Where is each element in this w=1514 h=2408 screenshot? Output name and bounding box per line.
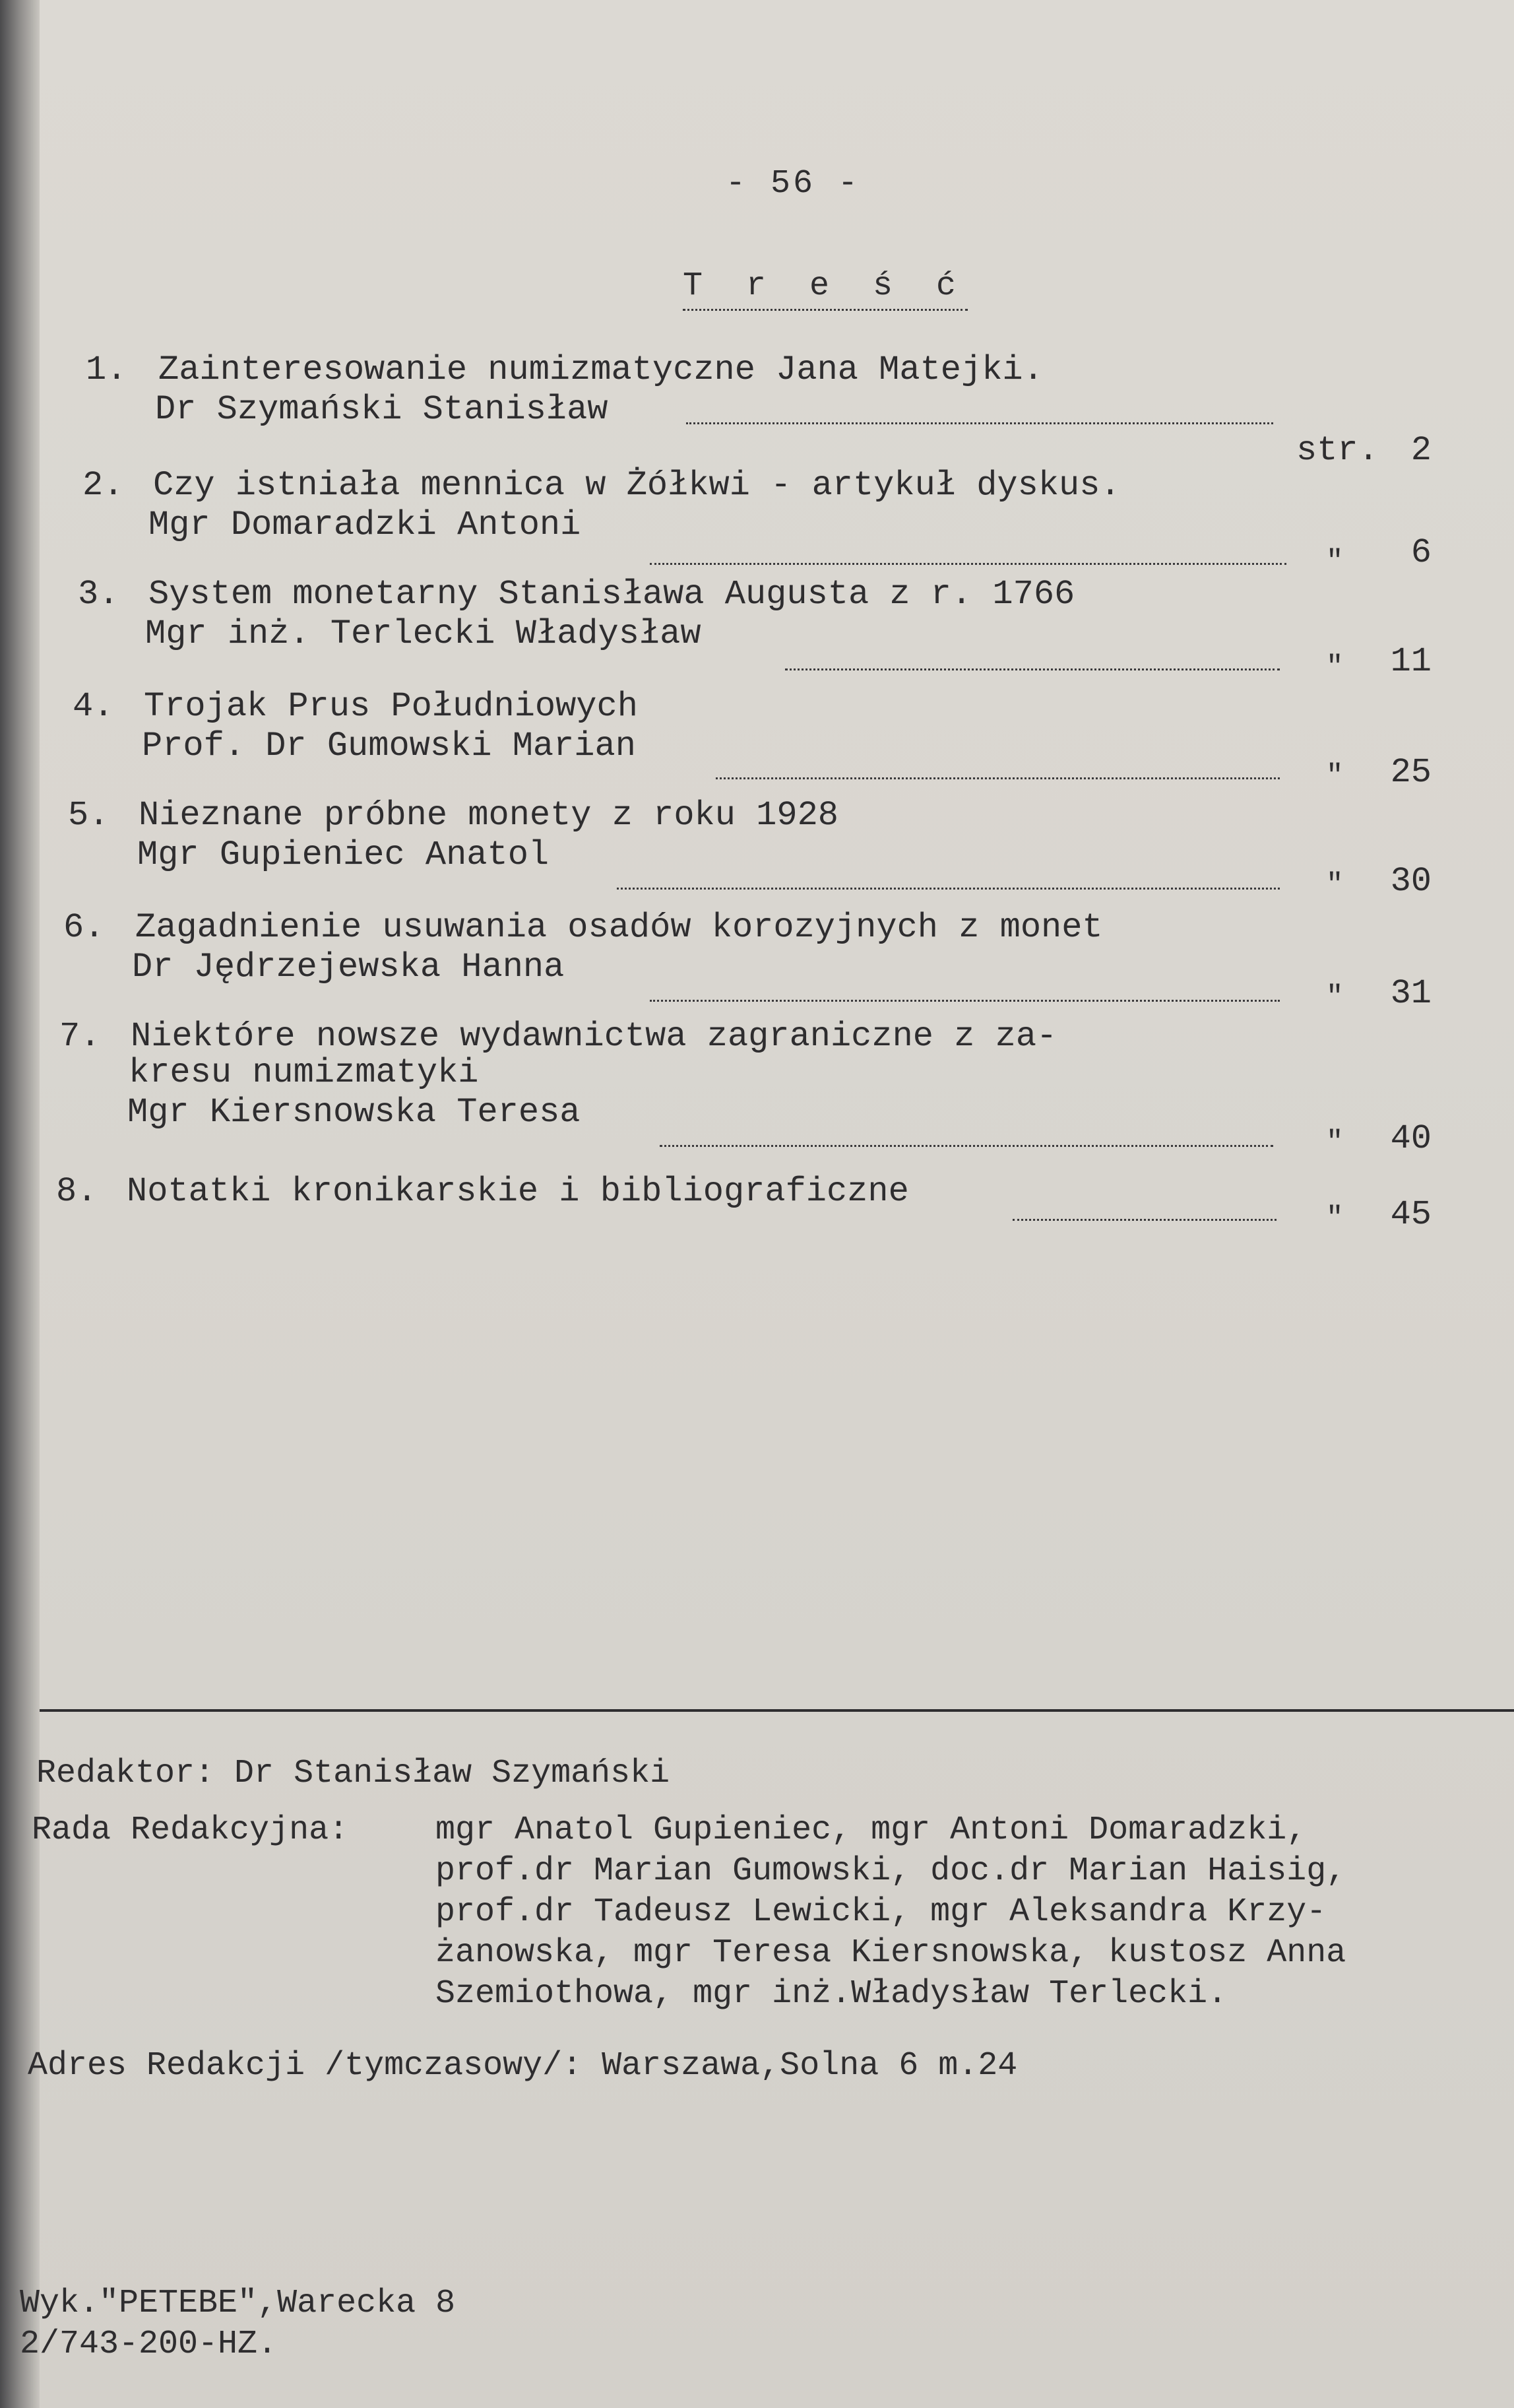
toc-entry-page: 45	[1390, 1195, 1432, 1234]
leader-dots	[617, 888, 1280, 890]
toc-entry-title: Notatki kronikarskie i bibliograficzne	[127, 1172, 909, 1211]
toc-entry-title: Nieznane próbne monety z roku 1928	[139, 796, 838, 835]
toc-entry-page: 40	[1390, 1119, 1432, 1158]
leader-dots	[785, 668, 1280, 670]
toc-entry-prefix: "	[1326, 760, 1344, 793]
toc-entry-prefix: "	[1326, 651, 1344, 684]
toc-entry-page: 31	[1390, 974, 1432, 1013]
toc-entry-author: Dr Szymański Stanisław	[155, 390, 608, 429]
toc-entry-author: Mgr inż. Terlecki Władysław	[145, 614, 701, 653]
toc-entry-number: 2.	[82, 466, 124, 505]
board-line: prof.dr Tadeusz Lewicki, mgr Aleksandra Krzy-	[435, 1893, 1327, 1931]
toc-entry-number: 1.	[86, 350, 127, 389]
board-line: mgr Anatol Gupieniec, mgr Antoni Domaradzki,	[435, 1811, 1307, 1849]
toc-entry-title: Zagadnienie usuwania osadów korozyjnych z monet	[135, 908, 1103, 947]
toc-entry-title: Trojak Prus Południowych	[144, 687, 638, 726]
toc-entry-title: Czy istniała mennica w Żółkwi - artykuł dyskus.	[153, 466, 1121, 505]
editorial-board-label: Rada Redakcyjna:	[32, 1811, 349, 1849]
toc-entry-author: Prof. Dr Gumowski Marian	[142, 727, 636, 765]
toc-entry-page: 6	[1410, 533, 1432, 572]
toc-entry-number: 4.	[73, 687, 114, 726]
printer-imprint	[20, 2283, 455, 2365]
toc-entry-number: 5.	[68, 796, 110, 835]
board-line: żanowska, mgr Teresa Kiersnowska, kustosz Anna	[435, 1934, 1346, 1972]
printer-line: 2/743-200-HZ.	[20, 2326, 278, 2363]
toc-entry-number: 7.	[59, 1017, 101, 1056]
toc-entry-prefix: "	[1326, 981, 1344, 1014]
printer-line: Wyk."PETEBE",Warecka 8	[20, 2285, 456, 2322]
toc-entry-author: Mgr Domaradzki Antoni	[148, 505, 581, 544]
toc-entry-page: 25	[1390, 753, 1432, 792]
leader-dots	[660, 1145, 1273, 1147]
toc-entry-number: 6.	[63, 908, 105, 947]
page-number: - 56 -	[726, 165, 861, 203]
toc-title: T r e ś ć	[683, 267, 968, 311]
toc-entry-prefix: "	[1326, 1126, 1344, 1159]
toc-entry-prefix: "	[1326, 868, 1344, 901]
toc-entry-author: Mgr Gupieniec Anatol	[137, 835, 550, 874]
toc-entry-title: System monetarny Stanisława Augusta z r. 1766	[148, 575, 1075, 614]
toc-entry-number: 3.	[78, 575, 119, 614]
board-line: Szemiothowa, mgr inż.Władysław Terlecki.	[435, 1975, 1228, 2013]
toc-entry-prefix: "	[1326, 1202, 1344, 1235]
leader-dots	[1013, 1219, 1277, 1221]
leader-dots	[686, 422, 1273, 424]
toc-entry-page: 11	[1390, 642, 1432, 681]
leader-dots	[716, 777, 1280, 779]
toc-entry-author: Dr Jędrzejewska Hanna	[132, 948, 565, 987]
toc-entry-title: Zainteresowanie numizmatyczne Jana Matejki.	[158, 350, 1044, 389]
toc-entry-title-continued: kresu numizmatyki	[129, 1053, 479, 1092]
toc-entry-page: 30	[1390, 862, 1432, 901]
leader-dots	[650, 563, 1286, 565]
editorial-board-members	[435, 1810, 1346, 2015]
address-line: Adres Redakcji /tymczasowy/: Warszawa,Solna 6 m.24	[28, 2047, 1018, 2085]
editor-line: Redaktor: Dr Stanisław Szymański	[36, 1755, 670, 1792]
toc-entry-prefix: "	[1326, 545, 1344, 578]
leader-dots	[650, 1000, 1280, 1002]
toc-entry-page: 2	[1410, 431, 1432, 470]
toc-entry-number: 8.	[56, 1172, 98, 1211]
board-line: prof.dr Marian Gumowski, doc.dr Marian Haisig,	[435, 1852, 1346, 1890]
toc-entry-author: Mgr Kiersnowska Teresa	[127, 1093, 581, 1132]
toc-entry-prefix: str.	[1296, 431, 1379, 470]
separator-rule	[40, 1709, 1514, 1712]
toc-entry-title: Niektóre nowsze wydawnictwa zagraniczne z za-	[131, 1017, 1057, 1056]
